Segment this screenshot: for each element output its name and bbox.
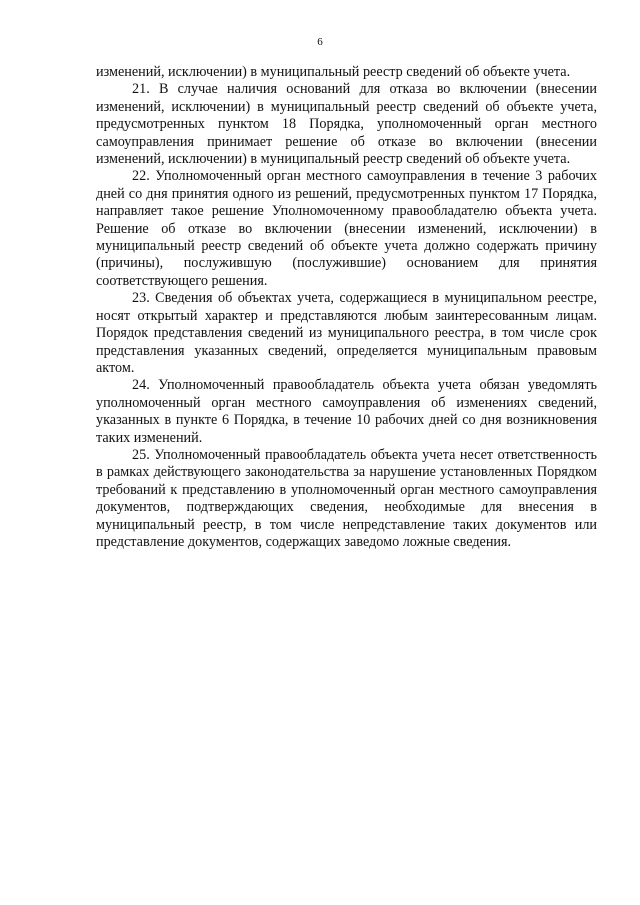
paragraph-23: 23. Сведения об объектах учета, содержащиеся в муниципальном реестре, носят открытый характер и представляются любым заинтересованным лицам. Порядок представления сведений из муниципального реестра, в том числе срок представления указанных сведений, определяется муниципальным правовым актом.	[96, 290, 597, 376]
page-number: 6	[317, 36, 323, 48]
document-body	[96, 64, 597, 551]
paragraph-continuation: изменений, исключении) в муниципальный реестр сведений об объекте учета.	[96, 64, 571, 80]
paragraph-21: 21. В случае наличия оснований для отказа во включении (внесении изменений, исключении) в муниципальный реестр сведений об объекте учета, предусмотренных пунктом 18 Порядка, уполномоченный орган местного самоуправления принимает решение об отказе во включении (внесении изменений, исключении) в муниципальный реестр сведений об объекте учета.	[96, 81, 597, 168]
paragraph-22: 22. Уполномоченный орган местного самоуправления в течение 3 рабочих дней со дня принятия одного из решений, предусмотренных пунктом 17 Порядка, направляет такое решение Уполномоченному правообладателю объекта учета. Решение об отказе во включении (внесении изменений, исключении) в муниципальный реестр сведений об объекте учета должно содержать причину (причины), послужившую (послужившие) основанием для принятия соответствующего решения.	[96, 168, 597, 289]
paragraph-24: 24. Уполномоченный правообладатель объекта учета обязан уведомлять уполномоченный орган местного самоуправления об изменениях сведений, указанных в пункте 6 Порядка, в течение 10 рабочих дней со дня возникновения таких изменений.	[96, 377, 597, 446]
paragraph-25: 25. Уполномоченный правообладатель объекта учета несет ответственность в рамках действующего законодательства за нарушение установленных Порядком требований к представлению в уполномоченный орган местного самоуправления документов, подтверждающих сведения, необходимые для внесения в муниципальный реестр, в том числе непредставление таких документов или представление документов, содержащих заведомо ложные сведения.	[96, 446, 597, 550]
